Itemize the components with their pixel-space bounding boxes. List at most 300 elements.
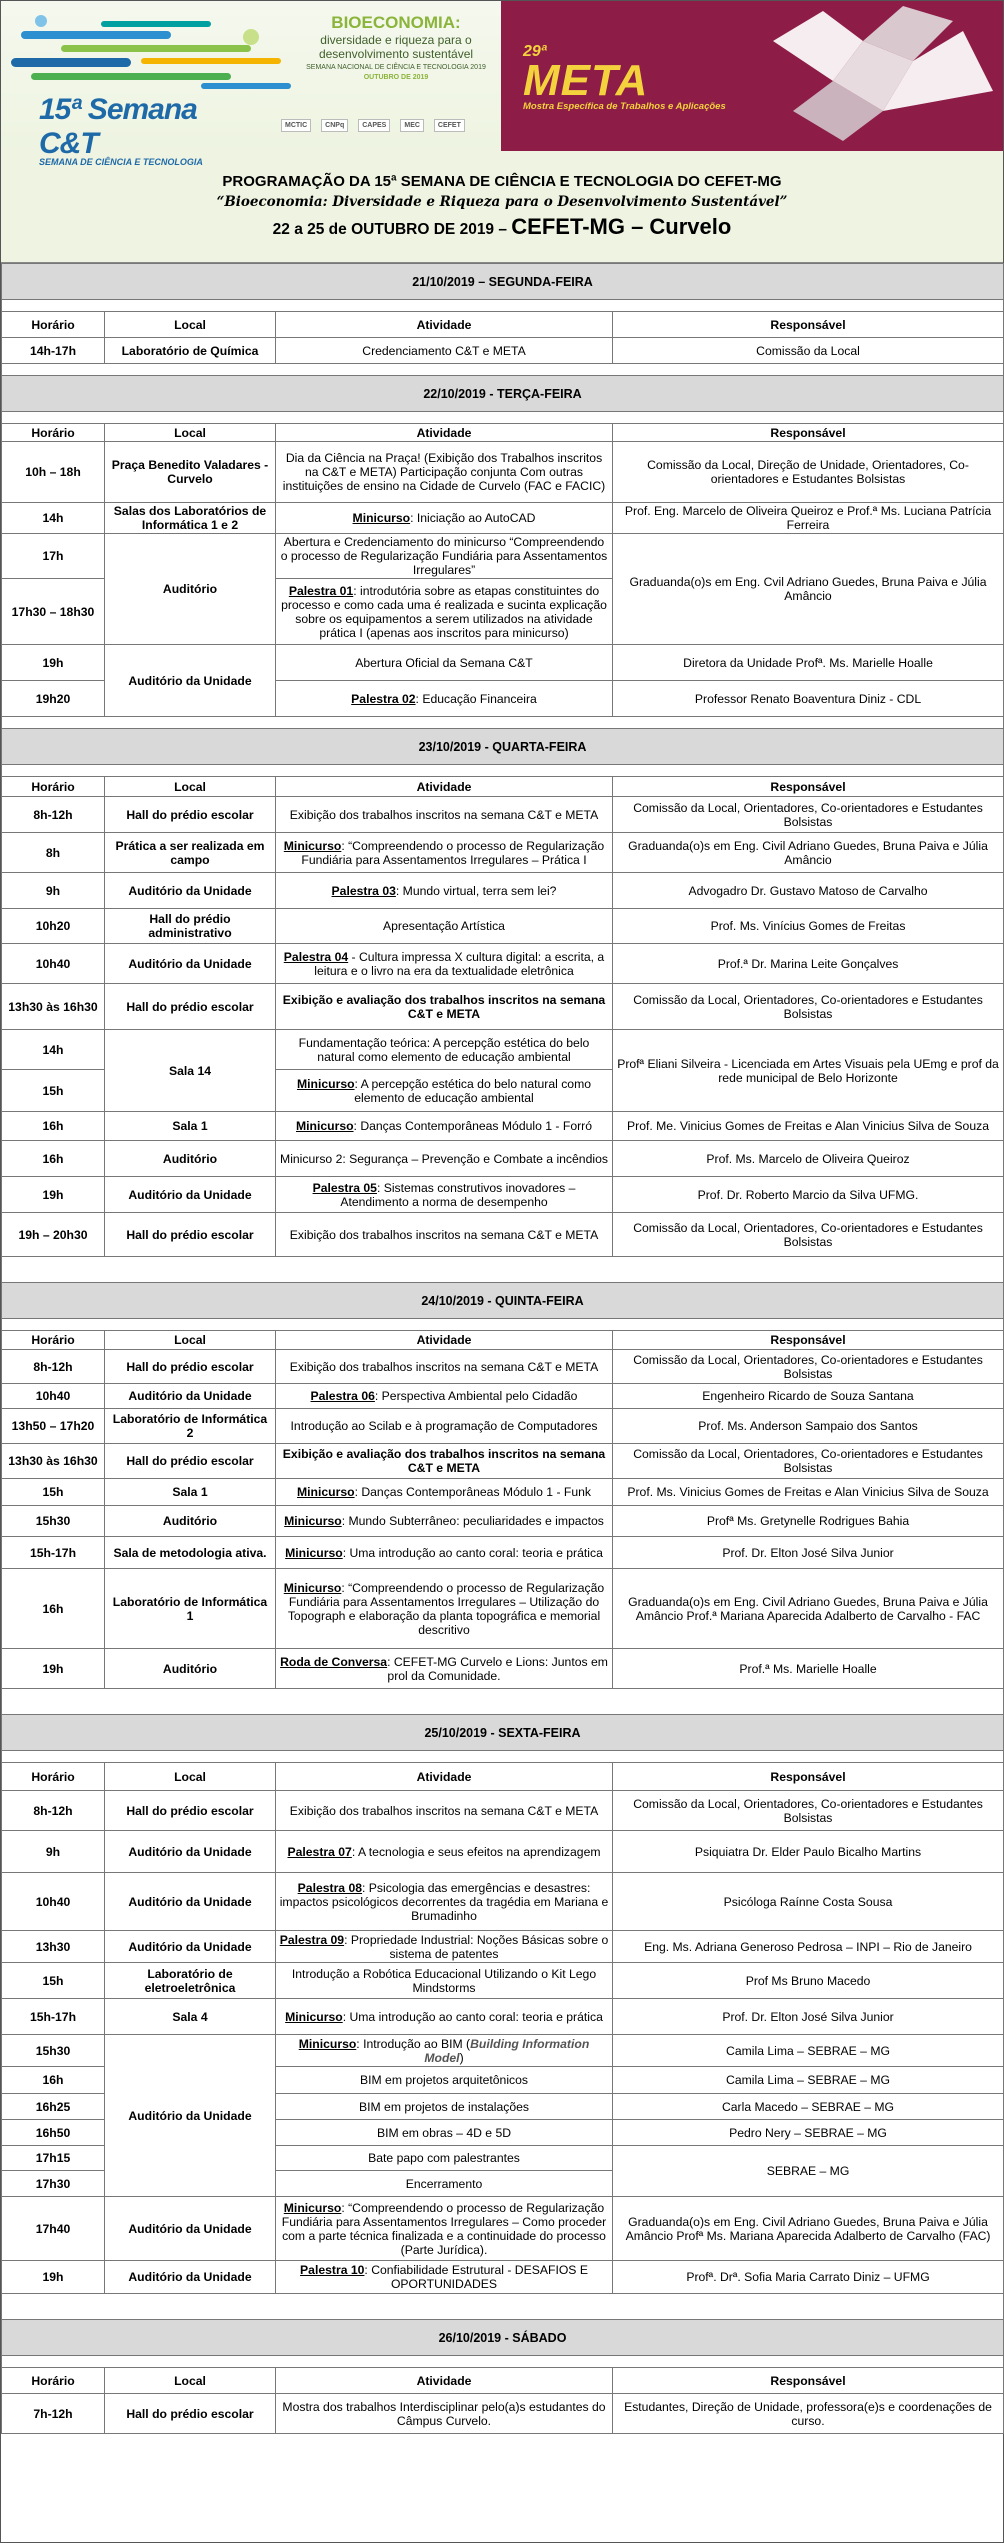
sponsor-logo: MCTIC: [281, 119, 311, 132]
responsible-cell: Professor Renato Boaventura Diniz - CDL: [613, 681, 1004, 717]
location-cell: Hall do prédio administrativo: [105, 909, 276, 944]
schedule-row: [2, 1506, 1004, 1537]
activity-cell: [276, 338, 613, 364]
responsible-cell: Psicóloga Raínne Costa Sousa: [613, 1873, 1004, 1931]
sponsor-logo: CNPq: [321, 119, 348, 132]
responsible-cell: Carla Macedo – SEBRAE – MG: [613, 2094, 1004, 2120]
column-header-row: [2, 2368, 1004, 2394]
activity-text: : Introdução ao BIM (: [356, 2036, 471, 2051]
location-cell: Auditório da Unidade: [105, 2035, 276, 2197]
spacer-cell: [2, 1751, 1004, 1763]
activity-cell: [276, 2171, 613, 2197]
activity-cell: [276, 2120, 613, 2146]
sponsor-logos: [281, 119, 465, 132]
sponsor-logo: CAPES: [358, 119, 390, 132]
activity-cell: [276, 1537, 613, 1569]
schedule-row: [2, 2197, 1004, 2261]
activity-text: Apresentação Artística: [383, 919, 505, 933]
time-cell: 7h-12h: [2, 2394, 105, 2434]
activity-cell: [276, 645, 613, 681]
day-title: 23/10/2019 - QUARTA-FEIRA: [2, 729, 1004, 765]
header-local: Local: [105, 1763, 276, 1791]
schedule-row: [2, 1112, 1004, 1141]
responsible-cell: Advogadro Dr. Gustavo Matoso de Carvalho: [613, 873, 1004, 909]
activity-cell: [276, 1384, 613, 1409]
time-cell: 9h: [2, 873, 105, 909]
schedule-row: [2, 1537, 1004, 1569]
activity-cell: [276, 1569, 613, 1649]
activity-type: Minicurso: [296, 1076, 355, 1091]
time-cell: 19h: [2, 645, 105, 681]
location-cell: Auditório: [105, 1649, 276, 1689]
activity-cell: [276, 1444, 613, 1479]
location-cell: Laboratório de eletroeletrônica: [105, 1963, 276, 1999]
activity-cell: [276, 1831, 613, 1873]
activity-text: : introdutória sobre as etapas constituintes do processo e como cada uma é realizada e sucinta explicação sobre os equipamentos a serem utilizados na atividade prática I (apenas aos inscritos para minicurso): [281, 583, 607, 640]
spacer-cell: [2, 1257, 1004, 1283]
header-banner: [1, 1, 1003, 167]
time-cell: 16h25: [2, 2094, 105, 2120]
location-cell: Laboratório de Química: [105, 338, 276, 364]
location-cell: Laboratório de Informática 1: [105, 1569, 276, 1649]
day-title: 24/10/2019 - QUINTA-FEIRA: [2, 1283, 1004, 1319]
header-local: Local: [105, 424, 276, 442]
time-cell: 10h40: [2, 1873, 105, 1931]
activity-cell: [276, 1141, 613, 1177]
time-cell: 16h50: [2, 2120, 105, 2146]
activity-text: Exibição e avaliação dos trabalhos inscritos na semana C&T e META: [282, 1447, 606, 1475]
header-local: Local: [105, 777, 276, 797]
time-cell: 17h30 – 18h30: [2, 579, 105, 645]
schedule-row: [2, 1350, 1004, 1384]
responsible-cell: Prof. Ms. Anderson Sampaio dos Santos: [613, 1409, 1004, 1444]
activity-type: Minicurso: [285, 2009, 343, 2024]
day-header-row: [2, 376, 1004, 412]
spacer-row: [2, 364, 1004, 376]
responsible-cell: SEBRAE – MG: [613, 2146, 1004, 2197]
schedule-row: [2, 873, 1004, 909]
spacer-row: [2, 300, 1004, 312]
activity-type: Palestra 05: [312, 1180, 377, 1195]
activity-cell: [276, 797, 613, 833]
day-title: 26/10/2019 - SÁBADO: [2, 2320, 1004, 2356]
semana-logo-subtitle: SEMANA DE CIÊNCIA E TECNOLOGIA: [39, 157, 203, 167]
activity-type: Minicurso: [298, 2036, 357, 2051]
activity-text: Exibição dos trabalhos inscritos na semana C&T e META: [289, 1359, 599, 1374]
activity-cell: [276, 1999, 613, 2035]
meta-banner: [501, 1, 1003, 151]
schedule-row: [2, 1873, 1004, 1931]
day-title: 22/10/2019 - TERÇA-FEIRA: [2, 376, 1004, 412]
activity-cell: [276, 503, 613, 534]
schedule-row: [2, 1030, 1004, 1070]
header-responsavel: Responsável: [613, 1331, 1004, 1350]
schedule-row: [2, 2394, 1004, 2434]
time-cell: 15h: [2, 1963, 105, 1999]
activity-text: : “Compreendendo o processo de Regularização Fundiária para Assentamentos Irregulares – Como proceder com a parte técnica finalizada e a continuidade do processo (Parte Jurídica).: [281, 2200, 607, 2257]
location-cell: Salas dos Laboratórios de Informática 1 e 2: [105, 503, 276, 534]
header-local: Local: [105, 1331, 276, 1350]
meta-subtitle: Mostra Específica de Trabalhos e Aplicações: [523, 101, 726, 112]
location-cell: Hall do prédio escolar: [105, 2394, 276, 2434]
time-cell: 10h40: [2, 1384, 105, 1409]
header-horario: Horário: [2, 312, 105, 338]
activity-text: : Mundo Subterrâneo: peculiaridades e impactos: [341, 1514, 604, 1528]
responsible-cell: Prof.ª Dr. Marina Leite Gonçalves: [613, 944, 1004, 984]
activity-cell: [276, 1112, 613, 1141]
time-cell: 16h: [2, 1112, 105, 1141]
activity-cell: [276, 579, 613, 645]
responsible-cell: Graduanda(o)s em Eng. Civil Adriano Guedes, Bruna Paiva e Júlia Amâncio Prof.ª Mariana Aparecida Adalberto de Carvalho - FAC: [613, 1569, 1004, 1649]
activity-text: Exibição e avaliação dos trabalhos inscritos na semana C&T e META: [282, 992, 606, 1021]
location-cell: Auditório: [105, 1141, 276, 1177]
activity-text: Fundamentação teórica: A percepção estética do belo natural como elemento de educação ambiental: [298, 1035, 590, 1064]
spacer-cell: [2, 1689, 1004, 1715]
day-header-row: [2, 2320, 1004, 2356]
time-cell: 8h: [2, 833, 105, 873]
activity-type: Roda de Conversa: [280, 1654, 388, 1669]
schedule-row: [2, 833, 1004, 873]
schedule-row: [2, 1931, 1004, 1963]
responsible-cell: Profª Eliani Silveira - Licenciada em Artes Visuais pela UEmg e prof da rede municipal de Belo Horizonte: [613, 1030, 1004, 1112]
location-cell: Auditório da Unidade: [105, 944, 276, 984]
activity-text: Introdução ao Scilab e à programação de Computadores: [290, 1419, 598, 1433]
schedule-row: [2, 984, 1004, 1030]
activity-cell: [276, 909, 613, 944]
header-horario: Horário: [2, 1763, 105, 1791]
schedule-row: [2, 797, 1004, 833]
sponsor-logo: MEC: [400, 119, 424, 132]
activity-type: Minicurso: [295, 1119, 354, 1133]
location-cell: Auditório da Unidade: [105, 1831, 276, 1873]
activity-text: : CEFET-MG Curvelo e Lions: Juntos em prol da Comunidade.: [387, 1654, 608, 1683]
semana-logo-text: 15ª Semana C&T: [39, 93, 197, 160]
header-responsavel: Responsável: [613, 424, 1004, 442]
activity-type: Minicurso: [283, 838, 342, 853]
activity-type: Palestra 10: [300, 2263, 365, 2277]
responsible-cell: Prof. Dr. Elton José Silva Junior: [613, 1537, 1004, 1569]
time-cell: 10h – 18h: [2, 442, 105, 503]
time-cell: 19h: [2, 1649, 105, 1689]
meta-logo: [523, 43, 726, 112]
responsible-cell: Prof. Me. Vinicius Gomes de Freitas e Alan Vinicius Silva de Souza: [613, 1112, 1004, 1141]
activity-text: : A tecnologia e seus efeitos na aprendizagem: [351, 1844, 601, 1859]
schedule-row: [2, 1791, 1004, 1831]
location-cell: Hall do prédio escolar: [105, 1350, 276, 1384]
activity-text: : Danças Contemporâneas Módulo 1 - Forró: [353, 1119, 592, 1133]
activity-type: Palestra 04: [283, 949, 349, 964]
time-cell: 13h50 – 17h20: [2, 1409, 105, 1444]
header-responsavel: Responsável: [613, 777, 1004, 797]
header-horario: Horário: [2, 2368, 105, 2394]
schedule-row: [2, 1479, 1004, 1506]
time-cell: 17h: [2, 534, 105, 579]
column-header-row: [2, 1763, 1004, 1791]
schedule-row: [2, 1141, 1004, 1177]
schedule-row: [2, 944, 1004, 984]
activity-text: Abertura e Credenciamento do minicurso “Compreendendo o processo de Regularização Fundiária para Assentamentos Irregulares”: [280, 535, 608, 577]
activity-cell: [276, 2146, 613, 2171]
activity-type: Minicurso: [283, 1580, 342, 1595]
program-date-range: 22 a 25 de OUTUBRO DE 2019 –: [272, 221, 512, 238]
responsible-cell: Prof. Eng. Marcelo de Oliveira Queiroz e Prof.ª Ms. Luciana Patrícia Ferreira: [613, 503, 1004, 534]
semana-ct-banner: [1, 1, 501, 167]
activity-cell: [276, 1649, 613, 1689]
time-cell: 17h40: [2, 2197, 105, 2261]
activity-text: : Perspectiva Ambiental pelo Cidadão: [374, 1389, 578, 1403]
column-header-row: [2, 424, 1004, 442]
bioeconomia-block: [301, 13, 491, 81]
location-cell: Sala 1: [105, 1479, 276, 1506]
schedule-table: [1, 263, 1004, 2434]
activity-cell: [276, 1409, 613, 1444]
time-cell: 15h30: [2, 2035, 105, 2067]
location-cell: Auditório: [105, 1506, 276, 1537]
schedule-row: [2, 503, 1004, 534]
location-cell: Sala 14: [105, 1030, 276, 1112]
activity-type: Minicurso: [284, 1514, 342, 1528]
responsible-cell: Comissão da Local, Orientadores, Co-orientadores e Estudantes Bolsistas: [613, 984, 1004, 1030]
responsible-cell: Comissão da Local, Orientadores, Co-orientadores e Estudantes Bolsistas: [613, 1791, 1004, 1831]
activity-type: Minicurso: [285, 1545, 343, 1560]
activity-type: Palestra 09: [279, 1932, 345, 1947]
location-cell: Auditório da Unidade: [105, 1873, 276, 1931]
time-cell: 15h30: [2, 1506, 105, 1537]
program-title-block: [1, 151, 1003, 263]
location-cell: Auditório da Unidade: [105, 1931, 276, 1963]
schedule-row: [2, 338, 1004, 364]
header-responsavel: Responsável: [613, 1763, 1004, 1791]
schedule-row: [2, 442, 1004, 503]
responsible-cell: Comissão da Local, Direção de Unidade, Orientadores, Co-orientadores e Estudantes Bolsistas: [613, 442, 1004, 503]
activity-text: : “Compreendendo o processo de Regularização Fundiária para Assentamentos Irregulares – Prática I: [301, 838, 605, 867]
time-cell: 13h30: [2, 1931, 105, 1963]
header-atividade: Atividade: [276, 424, 613, 442]
activity-text: : Mundo virtual, terra sem lei?: [395, 883, 557, 898]
day-title: 25/10/2019 - SEXTA-FEIRA: [2, 1715, 1004, 1751]
activity-cell: [276, 1350, 613, 1384]
responsible-cell: Prof. Dr. Roberto Marcio da Silva UFMG.: [613, 1177, 1004, 1213]
location-cell: Praça Benedito Valadares - Curvelo: [105, 442, 276, 503]
schedule-row: [2, 2261, 1004, 2294]
program-theme: “Bioeconomia: Diversidade e Riqueza para o Desenvolvimento Sustentável”: [216, 194, 788, 210]
activity-cell: [276, 681, 613, 717]
schedule-row: [2, 1409, 1004, 1444]
activity-text: : Iniciação ao AutoCAD: [410, 511, 536, 525]
bio-line-2: desenvolvimento sustentável: [318, 47, 474, 61]
meta-edition: 29ª: [523, 43, 547, 60]
responsible-cell: Comissão da Local, Orientadores, Co-orientadores e Estudantes Bolsistas: [613, 797, 1004, 833]
spacer-cell: [2, 300, 1004, 312]
meta-name: META: [523, 56, 649, 105]
schedule-row: [2, 1213, 1004, 1257]
activity-text: - Cultura impressa X cultura digital: a escrita, a leitura e o livro na era da textualidade eletrônica: [314, 949, 605, 978]
activity-cell: [276, 1070, 613, 1112]
responsible-cell: Camila Lima – SEBRAE – MG: [613, 2067, 1004, 2094]
responsible-cell: Comissão da Local, Orientadores, Co-orientadores e Estudantes Bolsistas: [613, 1444, 1004, 1479]
activity-text: Dia da Ciência na Praça! (Exibição dos Trabalhos inscritos na C&T e META) Participação conjunta Com outras instituições de ensino na Cidade de Curvelo (FAC e FACIC): [282, 451, 606, 493]
location-cell: Sala de metodologia ativa.: [105, 1537, 276, 1569]
program-location: CEFET-MG – Curvelo: [511, 214, 732, 239]
location-cell: Auditório: [105, 534, 276, 645]
header-horario: Horário: [2, 777, 105, 797]
responsible-cell: Graduanda(o)s em Eng. Civil Adriano Guedes, Bruna Paiva e Júlia Amâncio: [613, 833, 1004, 873]
activity-cell: [276, 833, 613, 873]
activity-text: : Uma introdução ao canto coral: teoria e prática: [342, 1545, 603, 1560]
spacer-row: [2, 717, 1004, 729]
activity-cell: [276, 2035, 613, 2067]
activity-cell: [276, 873, 613, 909]
schedule-row: [2, 1649, 1004, 1689]
activity-cell: [276, 1030, 613, 1070]
schedule-row: [2, 534, 1004, 579]
header-atividade: Atividade: [276, 312, 613, 338]
time-cell: 15h: [2, 1070, 105, 1112]
column-header-row: [2, 1331, 1004, 1350]
time-cell: 19h – 20h30: [2, 1213, 105, 1257]
day-header-row: [2, 1283, 1004, 1319]
day-header-row: [2, 264, 1004, 300]
responsible-cell: Profª. Drª. Sofia Maria Carrato Diniz – UFMG: [613, 2261, 1004, 2294]
activity-cell: [276, 1177, 613, 1213]
time-cell: 15h-17h: [2, 1999, 105, 2035]
activity-text: : Confiabilidade Estrutural - DESAFIOS E OPORTUNIDADES: [364, 2263, 588, 2291]
spacer-row: [2, 1751, 1004, 1763]
location-cell: Sala 1: [105, 1112, 276, 1141]
bio-title: BIOECONOMIA:: [331, 13, 461, 32]
activity-text: Introdução a Robótica Educacional Utilizando o Kit Lego Mindstorms: [291, 1966, 597, 1995]
activity-text: : Educação Financeira: [415, 691, 537, 706]
header-horario: Horário: [2, 1331, 105, 1350]
time-cell: 14h: [2, 503, 105, 534]
responsible-cell: Prof. Ms. Vinícius Gomes de Freitas: [613, 909, 1004, 944]
spacer-cell: [2, 1319, 1004, 1331]
activity-cell: [276, 2197, 613, 2261]
activity-cell: [276, 2067, 613, 2094]
activity-text: : Sistemas construtivos inovadores – Atendimento a norma de desempenho: [340, 1180, 576, 1209]
responsible-cell: Comissão da Local, Orientadores, Co-orientadores e Estudantes Bolsistas: [613, 1350, 1004, 1384]
location-cell: Auditório da Unidade: [105, 873, 276, 909]
time-cell: 17h15: [2, 2146, 105, 2171]
schedule-row: [2, 1569, 1004, 1649]
time-cell: 10h40: [2, 944, 105, 984]
header-horario: Horário: [2, 424, 105, 442]
schedule-row: [2, 1963, 1004, 1999]
responsible-cell: Comissão da Local: [613, 338, 1004, 364]
header-responsavel: Responsável: [613, 312, 1004, 338]
bio-line-1: diversidade e riqueza para o: [320, 33, 472, 47]
header-local: Local: [105, 2368, 276, 2394]
activity-text: Credenciamento C&T e META: [362, 343, 526, 358]
activity-cell: [276, 1791, 613, 1831]
time-cell: 19h: [2, 1177, 105, 1213]
location-cell: Auditório da Unidade: [105, 645, 276, 717]
responsible-cell: Prof. Ms. Marcelo de Oliveira Queiroz: [613, 1141, 1004, 1177]
time-cell: 19h: [2, 2261, 105, 2294]
schedule-row: [2, 909, 1004, 944]
program-date: [1, 214, 1003, 240]
schedule-row: [2, 1384, 1004, 1409]
header-atividade: Atividade: [276, 1331, 613, 1350]
time-cell: 19h20: [2, 681, 105, 717]
location-cell: Auditório da Unidade: [105, 1177, 276, 1213]
header-atividade: Atividade: [276, 2368, 613, 2394]
meta-decorative-shape: [753, 1, 1003, 151]
time-cell: 13h30 às 16h30: [2, 984, 105, 1030]
activity-text: BIM em obras – 4D e 5D: [376, 2125, 512, 2140]
activity-italic-text: Building Information Model: [424, 2036, 590, 2065]
time-cell: 15h-17h: [2, 1537, 105, 1569]
activity-text: Mostra dos trabalhos Interdisciplinar pelo(a)s estudantes do Câmpus Curvelo.: [282, 2399, 606, 2428]
activity-text: Exibição dos trabalhos inscritos na semana C&T e META: [289, 807, 599, 822]
responsible-cell: Graduanda(o)s em Eng. Civil Adriano Guedes, Bruna Paiva e Júlia Amâncio Profª Ms. Mariana Aparecida Adalberto de Carvalho (FAC): [613, 2197, 1004, 2261]
activity-text: BIM em projetos arquitetônicos: [360, 2073, 528, 2087]
program-title: PROGRAMAÇÃO DA 15ª SEMANA DE CIÊNCIA E TECNOLOGIA DO CEFET-MG: [222, 173, 782, 190]
responsible-cell: Eng. Ms. Adriana Generoso Pedrosa – INPI – Rio de Janeiro: [613, 1931, 1004, 1963]
activity-text: Bate papo com palestrantes: [368, 2151, 520, 2165]
time-cell: 9h: [2, 1831, 105, 1873]
responsible-cell: Graduanda(o)s em Eng. Cvil Adriano Guedes, Bruna Paiva e Júlia Amâncio: [613, 534, 1004, 645]
day-header-row: [2, 1715, 1004, 1751]
activity-cell: [276, 2261, 613, 2294]
location-cell: Hall do prédio escolar: [105, 1213, 276, 1257]
location-cell: Sala 4: [105, 1999, 276, 2035]
spacer-row: [2, 765, 1004, 777]
activity-text: Minicurso 2: Segurança – Prevenção e Combate a incêndios: [280, 1151, 608, 1166]
spacer-cell: [2, 412, 1004, 424]
responsible-cell: Pedro Nery – SEBRAE – MG: [613, 2120, 1004, 2146]
schedule-row: [2, 1444, 1004, 1479]
activity-type: Minicurso: [352, 511, 411, 525]
activity-type: Palestra 03: [331, 883, 396, 898]
header-local: Local: [105, 312, 276, 338]
activity-type: Minicurso: [297, 1485, 355, 1499]
time-cell: 14h: [2, 1030, 105, 1070]
spacer-row: [2, 412, 1004, 424]
time-cell: 15h: [2, 1479, 105, 1506]
spacer-row: [2, 2294, 1004, 2320]
header-atividade: Atividade: [276, 777, 613, 797]
activity-cell: [276, 1963, 613, 1999]
responsible-cell: Prof.ª Ms. Marielle Hoalle: [613, 1649, 1004, 1689]
schedule-row: [2, 1831, 1004, 1873]
schedule-row: [2, 2035, 1004, 2067]
activity-type: Palestra 06: [310, 1389, 375, 1403]
header-atividade: Atividade: [276, 1763, 613, 1791]
spacer-cell: [2, 2356, 1004, 2368]
bio-date: OUTUBRO DE 2019: [363, 74, 429, 81]
activity-text: : A percepção estética do belo natural como elemento de educação ambiental: [354, 1076, 591, 1105]
activity-cell: [276, 442, 613, 503]
sponsor-logo: CEFET: [434, 119, 465, 132]
activity-text: Exibição dos trabalhos inscritos na semana C&T e META: [289, 1803, 599, 1818]
activity-cell: [276, 984, 613, 1030]
activity-cell: [276, 534, 613, 579]
location-cell: Hall do prédio escolar: [105, 797, 276, 833]
schedule-row: [2, 1999, 1004, 2035]
time-cell: 8h-12h: [2, 1791, 105, 1831]
activity-cell: [276, 2094, 613, 2120]
location-cell: Hall do prédio escolar: [105, 1791, 276, 1831]
location-cell: Auditório da Unidade: [105, 2197, 276, 2261]
activity-cell: [276, 2394, 613, 2434]
activity-cell: [276, 1506, 613, 1537]
activity-text: : Psicologia das emergências e desastres: impactos psicológicos decorrentes da tragédia em Mariana e Brumadinho: [279, 1880, 609, 1923]
activity-text: : Danças Contemporâneas Módulo 1 - Funk: [354, 1485, 591, 1499]
spacer-row: [2, 1319, 1004, 1331]
activity-text: Abertura Oficial da Semana C&T: [355, 655, 533, 670]
time-cell: 13h30 às 16h30: [2, 1444, 105, 1479]
